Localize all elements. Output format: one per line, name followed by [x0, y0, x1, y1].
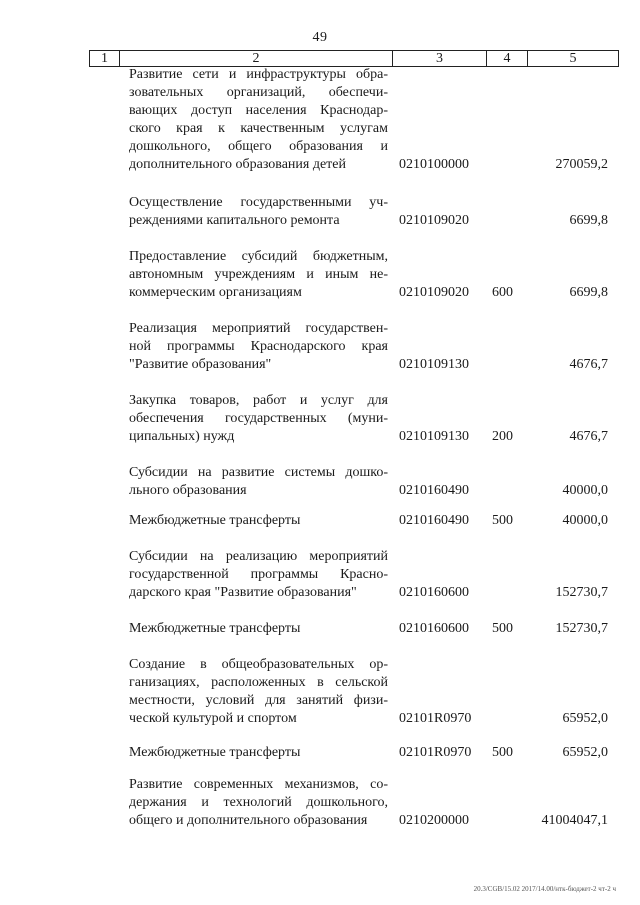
row-expense-type: 500 — [492, 513, 513, 528]
column-header-3: 3 — [393, 51, 487, 67]
row-amount: 65952,0 — [562, 745, 608, 760]
row-description — [129, 548, 388, 602]
row-description — [129, 320, 388, 374]
row-amount: 40000,0 — [562, 513, 608, 528]
row-description-line: Реализация мероприятий государствен- — [129, 321, 388, 336]
row-description-line: Развитие современных механизмов, со- — [129, 777, 388, 792]
row-description — [129, 620, 388, 638]
column-header-2: 2 — [120, 51, 393, 67]
row-description-line: Предоставление субсидий бюджетным, — [129, 249, 388, 264]
column-header-row — [90, 51, 619, 67]
row-description — [129, 464, 388, 500]
row-description-line: Развитие сети и инфраструктуры обра- — [129, 67, 388, 82]
row-description — [129, 66, 388, 174]
row-description-line: общего и дополнительного образования — [129, 813, 368, 828]
row-amount: 41004047,1 — [541, 813, 608, 828]
row-description-line: ческой культурой и спортом — [129, 711, 297, 726]
page-number: 49 — [312, 30, 328, 45]
row-target-code: 0210160600 — [399, 585, 469, 600]
row-target-code: 02101R0970 — [399, 745, 472, 760]
row-description — [129, 776, 388, 830]
row-description-line: вающих доступ населения Краснодар- — [129, 103, 388, 118]
row-expense-type: 500 — [492, 621, 513, 636]
row-target-code: 02101R0970 — [399, 711, 472, 726]
row-description-line: держания и технологий дошкольного, — [129, 795, 388, 810]
row-amount: 40000,0 — [562, 483, 608, 498]
row-target-code: 0210200000 — [399, 813, 469, 828]
row-description-line: реждениями капитального ремонта — [129, 213, 340, 228]
row-expense-type: 600 — [492, 285, 513, 300]
footer-document-code: 20.3/CGB/15.02 2017/14.00/нтк-бюджет-2 чт-2 ч — [473, 885, 616, 893]
row-expense-type: 200 — [492, 429, 513, 444]
row-description-line: Межбюджетные трансферты — [129, 621, 301, 636]
row-description — [129, 744, 388, 762]
row-amount: 6699,8 — [569, 213, 608, 228]
row-target-code: 0210109130 — [399, 429, 469, 444]
row-description-line: ципальных) нужд — [129, 429, 235, 444]
column-header-5: 5 — [528, 51, 619, 67]
row-target-code: 0210160490 — [399, 483, 469, 498]
row-description-line: Осуществление государственными уч- — [129, 195, 388, 210]
row-description-line: местности, условий для занятий физи- — [129, 693, 388, 708]
row-description — [129, 392, 388, 446]
row-description-line: Межбюджетные трансферты — [129, 513, 301, 528]
row-description-line: коммерческим организациям — [129, 285, 302, 300]
row-description — [129, 656, 388, 728]
row-amount: 152730,7 — [555, 585, 608, 600]
row-target-code: 0210100000 — [399, 157, 469, 172]
row-description-line: Субсидии на развитие системы дошко- — [129, 465, 388, 480]
row-description-line: Межбюджетные трансферты — [129, 745, 301, 760]
row-amount: 152730,7 — [555, 621, 608, 636]
column-header-4: 4 — [487, 51, 528, 67]
row-description-line: автономным учреждениям и иным не- — [129, 267, 388, 282]
row-target-code: 0210109130 — [399, 357, 469, 372]
row-description-line: Закупка товаров, работ и услуг для — [129, 393, 388, 408]
row-description-line: ной программы Краснодарского края — [129, 339, 388, 354]
row-description-line: Субсидии на реализацию мероприятий — [129, 549, 388, 564]
row-target-code: 0210109020 — [399, 285, 469, 300]
row-description-line: "Развитие образования" — [129, 357, 272, 372]
row-description — [129, 248, 388, 302]
row-amount: 4676,7 — [569, 429, 608, 444]
row-description-line: дополнительного образования детей — [129, 157, 346, 172]
row-expense-type: 500 — [492, 745, 513, 760]
row-target-code: 0210160490 — [399, 513, 469, 528]
row-amount: 6699,8 — [569, 285, 608, 300]
row-target-code: 0210109020 — [399, 213, 469, 228]
column-header-1: 1 — [90, 51, 120, 67]
row-description-line: дарского края "Развитие образования" — [129, 585, 357, 600]
row-description-line: ганизациях, расположенных в сельской — [129, 675, 388, 690]
column-header-table — [89, 50, 619, 67]
row-target-code: 0210160600 — [399, 621, 469, 636]
row-description-line: обеспечения государственных (муни- — [129, 411, 388, 426]
row-description-line: ского края к качественным услугам — [129, 121, 388, 136]
row-description — [129, 194, 388, 230]
row-amount: 65952,0 — [562, 711, 608, 726]
row-description-line: зовательных организаций, обеспечи- — [129, 85, 388, 100]
row-amount: 4676,7 — [569, 357, 608, 372]
row-description-line: дошкольного, общего образования и — [129, 139, 388, 154]
row-description-line: Создание в общеобразовательных ор- — [129, 657, 388, 672]
row-description-line: льного образования — [129, 483, 247, 498]
row-amount: 270059,2 — [555, 157, 608, 172]
row-description — [129, 512, 388, 530]
row-description-line: государственной программы Красно- — [129, 567, 388, 582]
